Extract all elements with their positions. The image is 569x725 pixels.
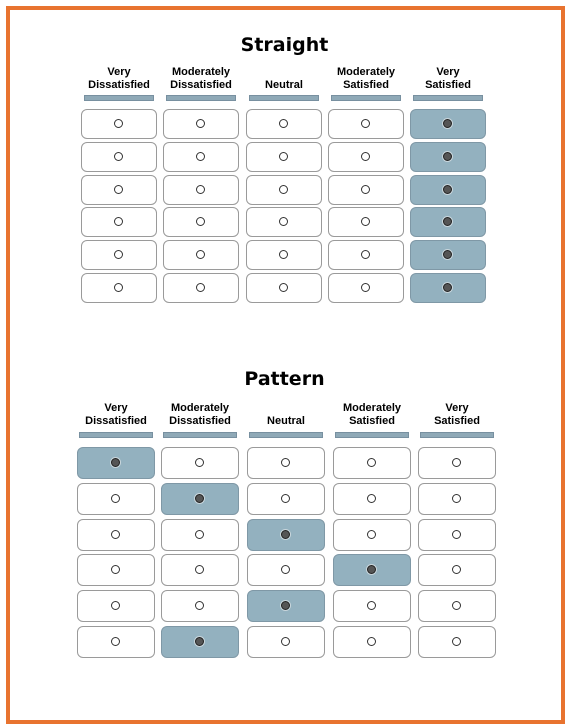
radio-option-very-satisfied[interactable] bbox=[418, 483, 496, 515]
column-bar-very-satisfied bbox=[413, 95, 483, 101]
radio-unchecked-icon bbox=[279, 152, 288, 161]
column-header-line: Moderately bbox=[170, 402, 230, 414]
radio-unchecked-icon bbox=[279, 250, 288, 259]
radio-unchecked-icon bbox=[367, 530, 376, 539]
radio-unchecked-icon bbox=[281, 637, 290, 646]
radio-option-very-satisfied[interactable] bbox=[418, 626, 496, 658]
radio-unchecked-icon bbox=[452, 637, 461, 646]
radio-unchecked-icon bbox=[281, 458, 290, 467]
radio-unchecked-icon bbox=[279, 185, 288, 194]
radio-checked-icon bbox=[443, 217, 452, 226]
column-header-line: Satisfied bbox=[434, 415, 480, 427]
radio-option-neutral[interactable] bbox=[247, 447, 325, 479]
radio-unchecked-icon bbox=[114, 185, 123, 194]
radio-option-moderately-dissatisfied[interactable] bbox=[161, 483, 239, 515]
column-bar-neutral bbox=[249, 432, 323, 438]
radio-unchecked-icon bbox=[196, 250, 205, 259]
radio-option-very-dissatisfied[interactable] bbox=[77, 519, 155, 551]
radio-unchecked-icon bbox=[195, 601, 204, 610]
radio-unchecked-icon bbox=[452, 494, 461, 503]
radio-option-very-dissatisfied[interactable] bbox=[81, 273, 157, 303]
column-bar-moderately-satisfied bbox=[335, 432, 409, 438]
radio-unchecked-icon bbox=[367, 458, 376, 467]
radio-option-moderately-dissatisfied[interactable] bbox=[161, 626, 239, 658]
column-header-line: Moderately bbox=[171, 66, 231, 78]
radio-unchecked-icon bbox=[196, 283, 205, 292]
radio-unchecked-icon bbox=[279, 119, 288, 128]
radio-option-moderately-satisfied[interactable] bbox=[328, 240, 404, 270]
radio-unchecked-icon bbox=[452, 565, 461, 574]
radio-option-moderately-satisfied[interactable] bbox=[328, 175, 404, 205]
radio-unchecked-icon bbox=[195, 458, 204, 467]
radio-checked-icon bbox=[111, 458, 120, 467]
radio-option-very-satisfied[interactable] bbox=[410, 240, 486, 270]
radio-option-very-dissatisfied[interactable] bbox=[77, 554, 155, 586]
radio-option-very-satisfied[interactable] bbox=[418, 554, 496, 586]
column-bar-very-dissatisfied bbox=[79, 432, 153, 438]
radio-option-very-satisfied[interactable] bbox=[418, 447, 496, 479]
radio-checked-icon bbox=[195, 637, 204, 646]
radio-option-neutral[interactable] bbox=[247, 483, 325, 515]
radio-option-very-dissatisfied[interactable] bbox=[77, 590, 155, 622]
column-header-moderately-dissatisfied bbox=[155, 398, 245, 428]
column-bar-very-dissatisfied bbox=[84, 95, 154, 101]
radio-unchecked-icon bbox=[111, 601, 120, 610]
radio-option-moderately-satisfied[interactable] bbox=[333, 519, 411, 551]
radio-option-very-satisfied[interactable] bbox=[410, 109, 486, 139]
column-header-line: Moderately bbox=[342, 402, 402, 414]
radio-checked-icon bbox=[281, 530, 290, 539]
column-header-moderately-satisfied bbox=[322, 62, 410, 92]
column-header-very-dissatisfied bbox=[71, 398, 161, 428]
column-header-line: Dissatisfied bbox=[170, 79, 232, 91]
radio-unchecked-icon bbox=[452, 601, 461, 610]
radio-unchecked-icon bbox=[114, 119, 123, 128]
radio-option-very-satisfied[interactable] bbox=[410, 175, 486, 205]
radio-checked-icon bbox=[443, 119, 452, 128]
radio-unchecked-icon bbox=[367, 637, 376, 646]
radio-unchecked-icon bbox=[367, 601, 376, 610]
radio-option-moderately-dissatisfied[interactable] bbox=[163, 142, 239, 172]
column-header-very-satisfied bbox=[412, 398, 502, 428]
column-bar-very-satisfied bbox=[420, 432, 494, 438]
radio-option-moderately-dissatisfied[interactable] bbox=[163, 207, 239, 237]
radio-unchecked-icon bbox=[279, 217, 288, 226]
radio-unchecked-icon bbox=[196, 119, 205, 128]
radio-unchecked-icon bbox=[452, 530, 461, 539]
radio-option-neutral[interactable] bbox=[247, 554, 325, 586]
column-bar-moderately-dissatisfied bbox=[166, 95, 236, 101]
radio-unchecked-icon bbox=[111, 637, 120, 646]
radio-option-moderately-dissatisfied[interactable] bbox=[163, 273, 239, 303]
radio-option-very-satisfied[interactable] bbox=[410, 273, 486, 303]
radio-option-moderately-satisfied[interactable] bbox=[328, 142, 404, 172]
radio-unchecked-icon bbox=[452, 458, 461, 467]
radio-checked-icon bbox=[443, 185, 452, 194]
column-header-line: Neutral bbox=[265, 79, 303, 91]
radio-unchecked-icon bbox=[114, 152, 123, 161]
section-title-pattern: Pattern bbox=[244, 368, 325, 390]
column-header-neutral bbox=[241, 398, 331, 428]
radio-unchecked-icon bbox=[361, 152, 370, 161]
radio-unchecked-icon bbox=[196, 185, 205, 194]
radio-option-moderately-dissatisfied[interactable] bbox=[163, 175, 239, 205]
column-bar-moderately-dissatisfied bbox=[163, 432, 237, 438]
radio-unchecked-icon bbox=[361, 185, 370, 194]
column-header-line: Moderately bbox=[336, 66, 396, 78]
column-header-line: Very bbox=[104, 402, 128, 414]
radio-checked-icon bbox=[367, 565, 376, 574]
column-header-line: Very bbox=[445, 402, 469, 414]
radio-option-neutral[interactable] bbox=[247, 626, 325, 658]
radio-option-moderately-dissatisfied[interactable] bbox=[161, 554, 239, 586]
radio-unchecked-icon bbox=[111, 530, 120, 539]
radio-option-neutral[interactable] bbox=[246, 207, 322, 237]
radio-option-very-dissatisfied[interactable] bbox=[77, 626, 155, 658]
radio-option-very-dissatisfied[interactable] bbox=[81, 240, 157, 270]
column-bar-moderately-satisfied bbox=[331, 95, 401, 101]
radio-unchecked-icon bbox=[196, 217, 205, 226]
column-header-moderately-dissatisfied bbox=[157, 62, 245, 92]
radio-option-neutral[interactable] bbox=[246, 273, 322, 303]
column-header-line: Dissatisfied bbox=[88, 79, 150, 91]
radio-checked-icon bbox=[443, 283, 452, 292]
radio-checked-icon bbox=[281, 601, 290, 610]
column-header-line: Satisfied bbox=[343, 79, 389, 91]
radio-unchecked-icon bbox=[367, 494, 376, 503]
radio-unchecked-icon bbox=[114, 283, 123, 292]
radio-option-very-dissatisfied[interactable] bbox=[81, 142, 157, 172]
radio-option-neutral[interactable] bbox=[246, 142, 322, 172]
column-header-line: Dissatisfied bbox=[85, 415, 147, 427]
radio-unchecked-icon bbox=[111, 494, 120, 503]
column-bar-neutral bbox=[249, 95, 319, 101]
radio-option-moderately-satisfied[interactable] bbox=[333, 483, 411, 515]
radio-option-moderately-dissatisfied[interactable] bbox=[161, 447, 239, 479]
radio-checked-icon bbox=[443, 152, 452, 161]
section-title-straight: Straight bbox=[240, 34, 329, 56]
radio-option-neutral[interactable] bbox=[246, 240, 322, 270]
radio-option-moderately-dissatisfied[interactable] bbox=[163, 109, 239, 139]
radio-option-neutral[interactable] bbox=[247, 519, 325, 551]
column-header-moderately-satisfied bbox=[327, 398, 417, 428]
radio-unchecked-icon bbox=[195, 565, 204, 574]
column-header-line: Satisfied bbox=[349, 415, 395, 427]
radio-option-neutral[interactable] bbox=[247, 590, 325, 622]
radio-checked-icon bbox=[195, 494, 204, 503]
column-header-line: Dissatisfied bbox=[169, 415, 231, 427]
radio-unchecked-icon bbox=[114, 217, 123, 226]
radio-option-moderately-satisfied[interactable] bbox=[328, 207, 404, 237]
radio-option-moderately-satisfied[interactable] bbox=[328, 109, 404, 139]
radio-unchecked-icon bbox=[361, 250, 370, 259]
radio-checked-icon bbox=[443, 250, 452, 259]
radio-option-very-satisfied[interactable] bbox=[410, 142, 486, 172]
radio-option-very-satisfied[interactable] bbox=[410, 207, 486, 237]
radio-option-very-satisfied[interactable] bbox=[418, 519, 496, 551]
radio-option-moderately-satisfied[interactable] bbox=[333, 590, 411, 622]
radio-unchecked-icon bbox=[281, 494, 290, 503]
radio-option-very-satisfied[interactable] bbox=[418, 590, 496, 622]
radio-option-very-dissatisfied[interactable] bbox=[77, 483, 155, 515]
radio-option-very-dissatisfied[interactable] bbox=[81, 207, 157, 237]
radio-option-moderately-dissatisfied[interactable] bbox=[161, 519, 239, 551]
radio-option-moderately-satisfied[interactable] bbox=[333, 554, 411, 586]
radio-option-very-dissatisfied[interactable] bbox=[81, 109, 157, 139]
radio-unchecked-icon bbox=[195, 530, 204, 539]
radio-unchecked-icon bbox=[361, 119, 370, 128]
column-header-neutral bbox=[240, 62, 328, 92]
radio-unchecked-icon bbox=[279, 283, 288, 292]
radio-option-neutral[interactable] bbox=[246, 109, 322, 139]
radio-option-neutral[interactable] bbox=[246, 175, 322, 205]
radio-option-very-dissatisfied[interactable] bbox=[81, 175, 157, 205]
radio-unchecked-icon bbox=[361, 283, 370, 292]
column-header-very-satisfied bbox=[404, 62, 492, 92]
radio-unchecked-icon bbox=[196, 152, 205, 161]
radio-unchecked-icon bbox=[281, 565, 290, 574]
radio-option-moderately-satisfied[interactable] bbox=[333, 447, 411, 479]
radio-option-very-dissatisfied[interactable] bbox=[77, 447, 155, 479]
column-header-very-dissatisfied bbox=[75, 62, 163, 92]
column-header-line: Very bbox=[107, 66, 131, 78]
radio-option-moderately-dissatisfied[interactable] bbox=[161, 590, 239, 622]
radio-option-moderately-satisfied[interactable] bbox=[333, 626, 411, 658]
radio-unchecked-icon bbox=[114, 250, 123, 259]
column-header-line: Satisfied bbox=[425, 79, 471, 91]
radio-unchecked-icon bbox=[361, 217, 370, 226]
radio-option-moderately-satisfied[interactable] bbox=[328, 273, 404, 303]
radio-option-moderately-dissatisfied[interactable] bbox=[163, 240, 239, 270]
column-header-line: Neutral bbox=[267, 415, 305, 427]
column-header-line: Very bbox=[436, 66, 460, 78]
radio-unchecked-icon bbox=[111, 565, 120, 574]
